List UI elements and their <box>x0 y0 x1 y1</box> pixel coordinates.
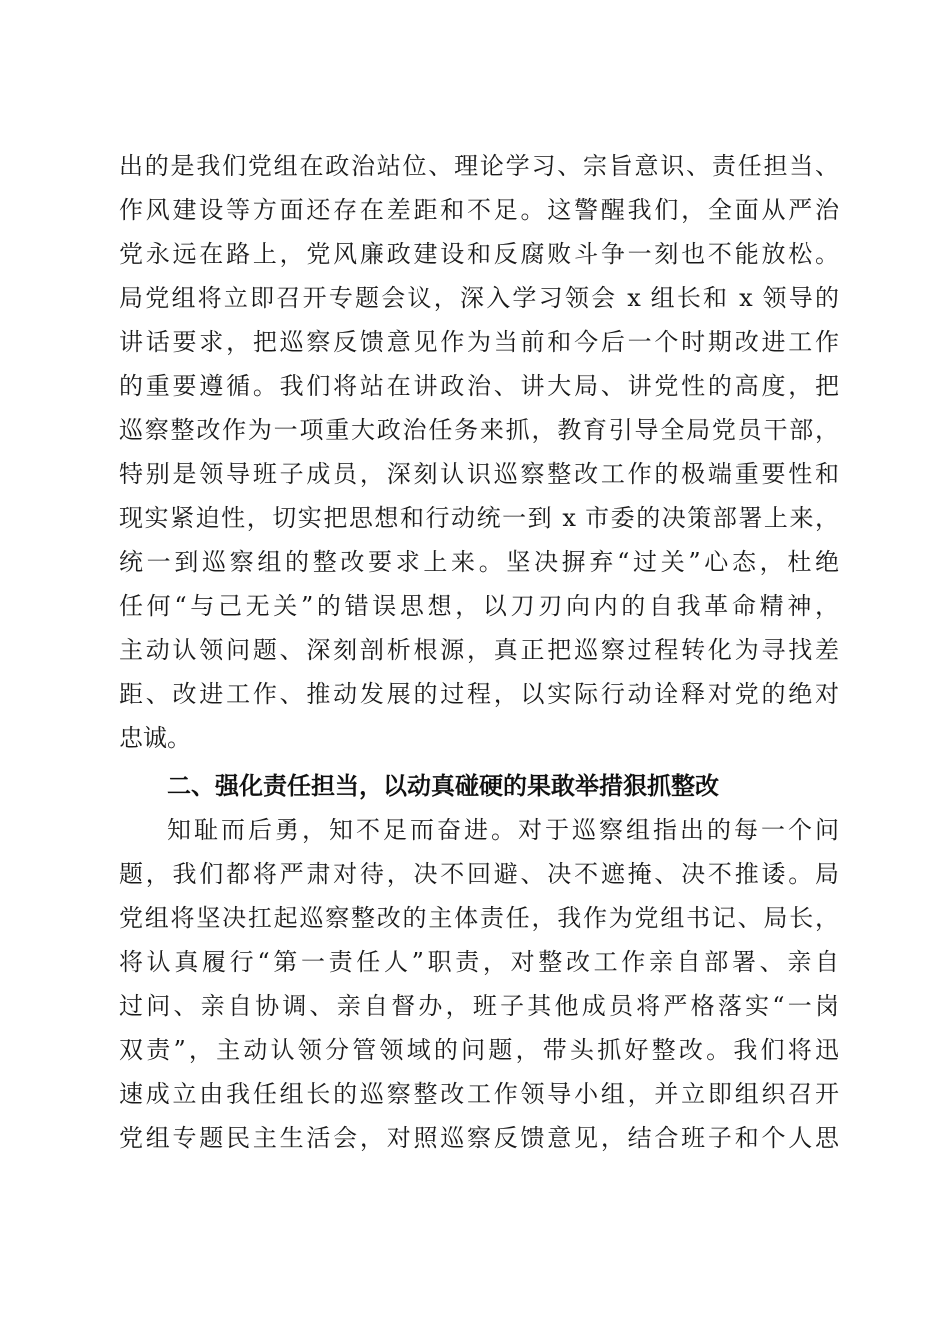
paragraph-line: 讲话要求，把巡察反馈意见作为当前和今后一个时期改进工作 <box>119 328 839 356</box>
paragraph-line: 巡察整改作为一项重大政治任务来抓，教育引导全局党员干部， <box>119 416 839 444</box>
paragraph-line: 将认真履行“第一责任人”职责，对整改工作亲自部署、亲自 <box>119 948 839 976</box>
paragraph-line: 的重要遵循。我们将站在讲政治、讲大局、讲党性的高度，把 <box>119 372 839 400</box>
paragraph-line: 知耻而后勇，知不足而奋进。对于巡察组指出的每一个问 <box>167 816 839 844</box>
paragraph-line: 过问、亲自协调、亲自督办，班子其他成员将严格落实“一岗 <box>119 992 839 1020</box>
paragraph-line: 局党组将立即召开专题会议，深入学习领会 x 组长和 x 领导的 <box>119 284 839 312</box>
paragraph-line: 速成立由我任组长的巡察整改工作领导小组，并立即组织召开 <box>119 1080 839 1108</box>
paragraph-line: 距、改进工作、推动发展的过程，以实际行动诠释对党的绝对 <box>119 680 839 708</box>
paragraph-line: 现实紧迫性，切实把思想和行动统一到 x 市委的决策部署上来， <box>119 504 839 532</box>
paragraph-line: 双责”，主动认领分管领域的问题，带头抓好整改。我们将迅 <box>119 1036 839 1064</box>
paragraph-line: 题，我们都将严肃对待，决不回避、决不遮掩、决不推诿。局 <box>119 860 839 888</box>
paragraph-line: 主动认领问题、深刻剖析根源，真正把巡察过程转化为寻找差 <box>119 636 839 664</box>
paragraph-line: 党永远在路上，党风廉政建设和反腐败斗争一刻也不能放松。 <box>119 240 839 268</box>
paragraph-line: 出的是我们党组在政治站位、理论学习、宗旨意识、责任担当、 <box>119 152 839 180</box>
paragraph-line: 忠诚。 <box>119 724 191 752</box>
paragraph-line: 党组将坚决扛起巡察整改的主体责任，我作为党组书记、局长， <box>119 904 839 932</box>
paragraph-line: 特别是领导班子成员，深刻认识巡察整改工作的极端重要性和 <box>119 460 839 488</box>
paragraph-line: 作风建设等方面还存在差距和不足。这警醒我们，全面从严治 <box>119 196 839 224</box>
paragraph-line: 党组专题民主生活会，对照巡察反馈意见，结合班子和个人思 <box>119 1124 839 1152</box>
paragraph-line: 任何“与己无关”的错误思想，以刀刃向内的自我革命精神， <box>119 592 839 620</box>
section-heading: 二、强化责任担当，以动真碰硬的果敢举措狠抓整改 <box>167 772 719 800</box>
paragraph-line: 统一到巡察组的整改要求上来。坚决摒弃“过关”心态，杜绝 <box>119 548 839 576</box>
